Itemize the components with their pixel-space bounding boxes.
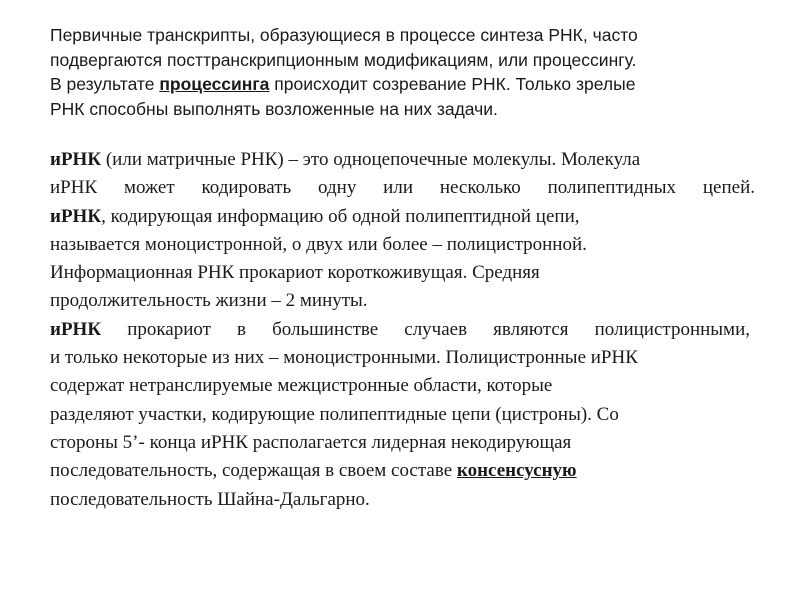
mrna-line: [50, 316, 750, 344]
processing-term: процессинга: [159, 74, 270, 94]
mrna-term: иРНК: [50, 205, 102, 227]
mrna-line: [50, 203, 770, 231]
intro-paragraph: [50, 23, 770, 121]
mrna-line: называется моноцистронной, о двух или более – полицистронной.: [50, 233, 587, 255]
mrna-line: продолжительность жизни – 2 минуты.: [50, 290, 368, 312]
mrna-text: (или матричные РНК) – это одноцепочечные молекулы. Молекула: [101, 149, 641, 170]
mrna-text: прокариот в большинстве случаев являются полицистронными,: [101, 318, 750, 340]
consensus-term: консенсусную: [456, 460, 577, 482]
mrna-line: Информационная РНК прокариот короткоживущая. Средняя: [50, 262, 540, 284]
intro-line: подвергаются посттранскрипционным модификациям, или процессингу.: [50, 49, 637, 70]
mrna-line: содержат нетранслируемые межцистронные области, которые: [50, 375, 553, 397]
mrna-text: , кодирующая информацию об одной полипептидной цепи,: [101, 205, 580, 227]
mrna-line: стороны 5’- конца иРНК располагается лидерная некодирующая: [50, 431, 572, 453]
mrna-line: [50, 146, 770, 174]
mrna-term: иРНК: [50, 149, 102, 170]
mrna-text: последовательность, содержащая в своем составе: [50, 460, 457, 482]
intro-line: РНК способны выполнять возложенные на них задачи.: [50, 98, 498, 119]
mrna-paragraph: [50, 146, 770, 514]
mrna-line: последовательность Шайна-Дальгарно.: [50, 488, 370, 510]
intro-line: [50, 72, 770, 97]
mrna-line: и только некоторые из них – моноцистронными. Полицистронные иРНК: [50, 347, 638, 369]
intro-text: происходит созревание РНК. Только зрелые: [269, 74, 636, 94]
intro-text: В результате: [50, 74, 160, 94]
mrna-line: иРНК может кодировать одну или несколько полипептидных цепей.: [50, 177, 755, 199]
mrna-line: [50, 457, 770, 485]
mrna-term: иРНК: [50, 318, 102, 340]
intro-line: Первичные транскрипты, образующиеся в процессе синтеза РНК, часто: [50, 25, 638, 45]
mrna-line: разделяют участки, кодирующие полипептидные цепи (цистроны). Со: [50, 403, 619, 425]
